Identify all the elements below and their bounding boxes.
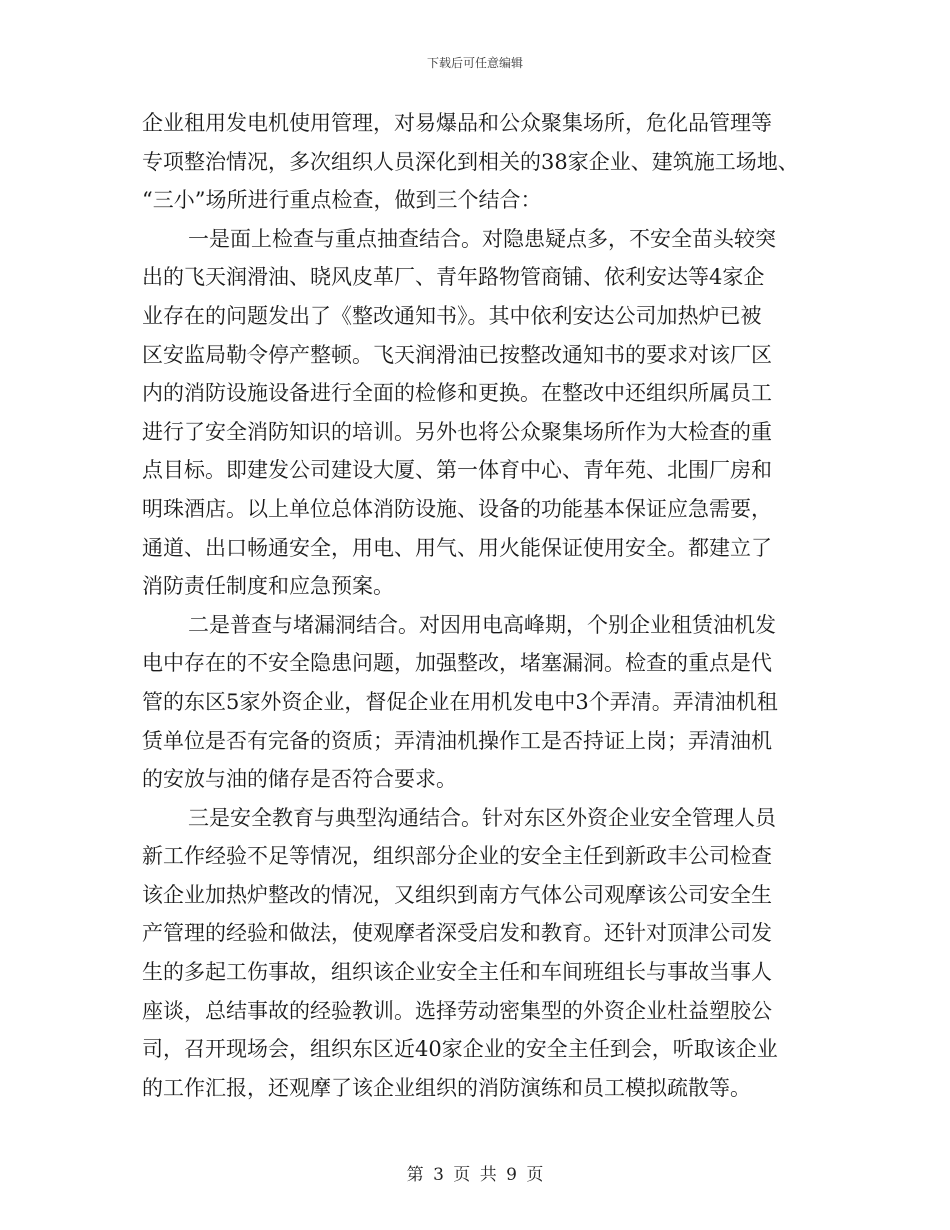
paragraph-continuation <box>142 104 818 220</box>
text-line: 区安监局勒令停产整顿。飞天润滑油已按整改通知书的要求对该厂区 <box>142 342 772 367</box>
text-line: 生的多起工伤事故，组织该企业安全主任和车间班组长与事故当事人 <box>142 960 772 985</box>
text-line: 的安放与油的储存是否符合要求。 <box>142 767 457 792</box>
text-line: 二是普查与堵漏洞结合。对因用电高峰期，个别企业租赁油机发 <box>188 612 776 637</box>
text-line: 司，召开现场会，组织东区近40家企业的安全主任到会，听取该企业 <box>142 1037 778 1062</box>
text-line: 座谈，总结事故的经验教训。选择劳动密集型的外资企业杜益塑胶公 <box>142 998 772 1023</box>
text-line: 管的东区5家外资企业，督促企业在用机发电中3个弄清。弄清油机租 <box>142 689 778 714</box>
text-line: 专项整治情况，多次组织人员深化到相关的38家企业、建筑施工场地、 <box>142 149 799 174</box>
text-line: 出的飞天润滑油、晓风皮革厂、青年路物管商铺、依利安达等4家企 <box>142 265 765 290</box>
text-line: 业存在的问题发出了《整改通知书》。其中依利安达公司加热炉已被 <box>142 303 762 328</box>
text-line: 新工作经验不足等情况，组织部分企业的安全主任到新政丰公司检查 <box>142 844 772 869</box>
paragraph-second-combination <box>142 606 818 799</box>
paragraph-third-combination <box>142 799 818 1108</box>
text-line: 通道、出口畅通安全，用电、用气、用火能保证使用安全。都建立了 <box>142 535 772 560</box>
text-line: 消防责任制度和应急预案。 <box>142 574 394 599</box>
page-number-footer: 第 3 页 共 9 页 <box>406 1165 544 1185</box>
text-line: 一是面上检查与重点抽查结合。对隐患疑点多，不安全苗头较突 <box>188 226 776 251</box>
text-line: 企业租用发电机使用管理，对易爆品和公众聚集场所，危化品管理等 <box>142 111 772 135</box>
text-line: 明珠酒店。以上单位总体消防设施、设备的功能基本保证应急需要， <box>142 496 772 521</box>
page-header: 下载后可任意编辑 <box>426 56 523 70</box>
text-line: “三小”场所进行重点检查，做到三个结合： <box>142 188 542 213</box>
text-line: 赁单位是否有完备的资质；弄清油机操作工是否持证上岗；弄清油机 <box>142 728 772 753</box>
text-line: 点目标。即建发公司建设大厦、第一体育中心、青年苑、北围厂房和 <box>142 458 772 483</box>
document-body <box>142 104 818 1107</box>
text-line: 三是安全教育与典型沟通结合。针对东区外资企业安全管理人员 <box>188 805 776 830</box>
text-line: 电中存在的不安全隐患问题，加强整改，堵塞漏洞。检查的重点是代 <box>142 651 772 676</box>
text-line: 进行了安全消防知识的培训。另外也将公众聚集场所作为大检查的重 <box>142 419 772 444</box>
text-line: 内的消防设施设备进行全面的检修和更换。在整改中还组织所属员工 <box>142 381 772 406</box>
text-line: 该企业加热炉整改的情况，又组织到南方气体公司观摩该公司安全生 <box>142 882 772 907</box>
paragraph-first-combination <box>142 220 818 606</box>
text-line: 的工作汇报，还观摩了该企业组织的消防演练和员工模拟疏散等。 <box>142 1075 751 1100</box>
text-line: 产管理的经验和做法，使观摩者深受启发和教育。还针对顶津公司发 <box>142 921 772 946</box>
